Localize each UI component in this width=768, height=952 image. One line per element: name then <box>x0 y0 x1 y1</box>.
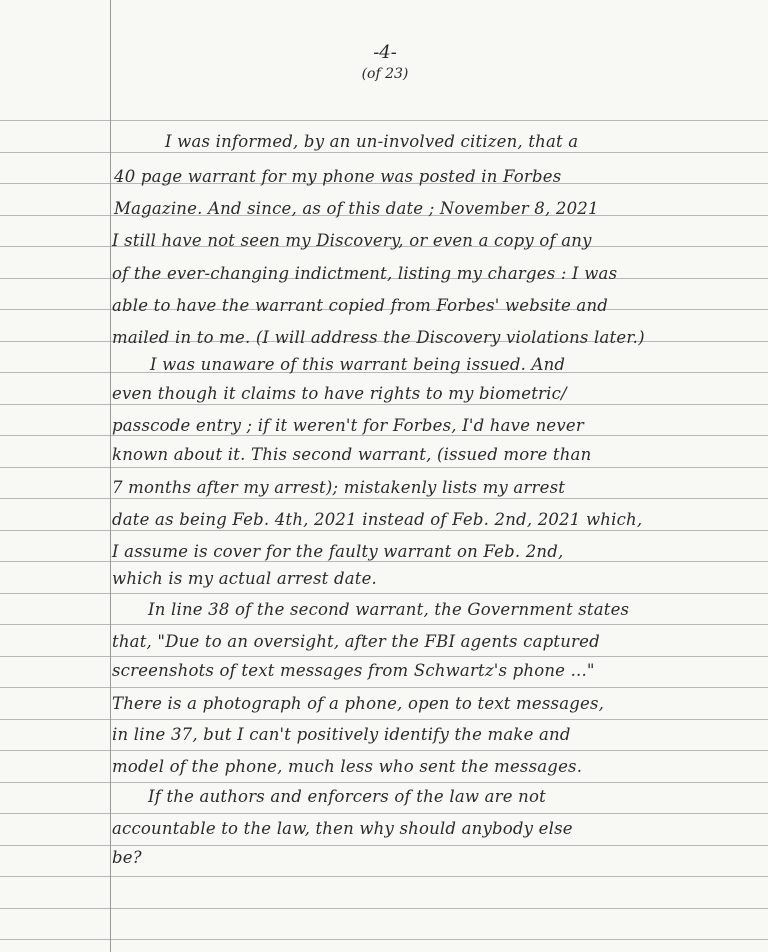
ruled-line <box>0 845 768 846</box>
ruled-line <box>0 624 768 625</box>
ruled-line <box>0 467 768 468</box>
text-line: In line 38 of the second warrant, the Government states <box>148 600 630 619</box>
text-line: Magazine. And since, as of this date ; November 8, 2021 <box>114 199 599 218</box>
ruled-line <box>0 813 768 814</box>
ruled-line <box>0 498 768 499</box>
text-line: screenshots of text messages from Schwartz's phone ..." <box>112 661 595 680</box>
text-line: 40 page warrant for my phone was posted in Forbes <box>114 167 562 186</box>
ruled-line <box>0 782 768 783</box>
ruled-line <box>0 750 768 751</box>
page-total: (of 23) <box>361 66 409 82</box>
text-line: date as being Feb. 4th, 2021 instead of Feb. 2nd, 2021 which, <box>112 510 643 529</box>
text-line: I was unaware of this warrant being issued. And <box>150 355 566 374</box>
text-line: which is my actual arrest date. <box>112 569 377 588</box>
text-line: able to have the warrant copied from Forbes' website and <box>112 296 609 315</box>
text-line: in line 37, but I can't positively identify the make and <box>112 725 571 744</box>
ruled-line <box>0 404 768 405</box>
text-line: of the ever-changing indictment, listing my charges : I was <box>112 264 618 283</box>
text-line: model of the phone, much less who sent the messages. <box>112 757 583 776</box>
text-line: mailed in to me. (I will address the Discovery violations later.) <box>112 328 645 347</box>
ruled-line <box>0 152 768 153</box>
ruled-line <box>0 530 768 531</box>
page-number: -4- <box>373 42 397 63</box>
text-line: There is a photograph of a phone, open to text messages, <box>112 694 605 713</box>
text-line: passcode entry ; if it weren't for Forbes, I'd have never <box>112 416 584 435</box>
text-line: I still have not seen my Discovery, or even a copy of any <box>112 231 592 250</box>
text-line: If the authors and enforcers of the law are not <box>148 787 546 806</box>
ruled-line <box>0 593 768 594</box>
margin-line <box>110 0 111 952</box>
text-line: even though it claims to have rights to my biometric/ <box>112 384 567 403</box>
ruled-line <box>0 656 768 657</box>
text-line: known about it. This second warrant, (issued more than <box>112 445 592 464</box>
text-line: 7 months after my arrest); mistakenly lists my arrest <box>112 478 566 497</box>
text-line: I assume is cover for the faulty warrant on Feb. 2nd, <box>112 542 564 561</box>
text-line: that, "Due to an oversight, after the FBI agents captured <box>112 632 600 651</box>
text-line: accountable to the law, then why should anybody else <box>112 819 573 838</box>
ruled-line <box>0 939 768 940</box>
ruled-line <box>0 687 768 688</box>
text-line: I was informed, by an un-involved citizen, that a <box>165 132 579 151</box>
ruled-line <box>0 876 768 877</box>
ruled-line <box>0 120 768 121</box>
ruled-line <box>0 908 768 909</box>
ruled-line <box>0 719 768 720</box>
text-line: be? <box>112 848 142 867</box>
